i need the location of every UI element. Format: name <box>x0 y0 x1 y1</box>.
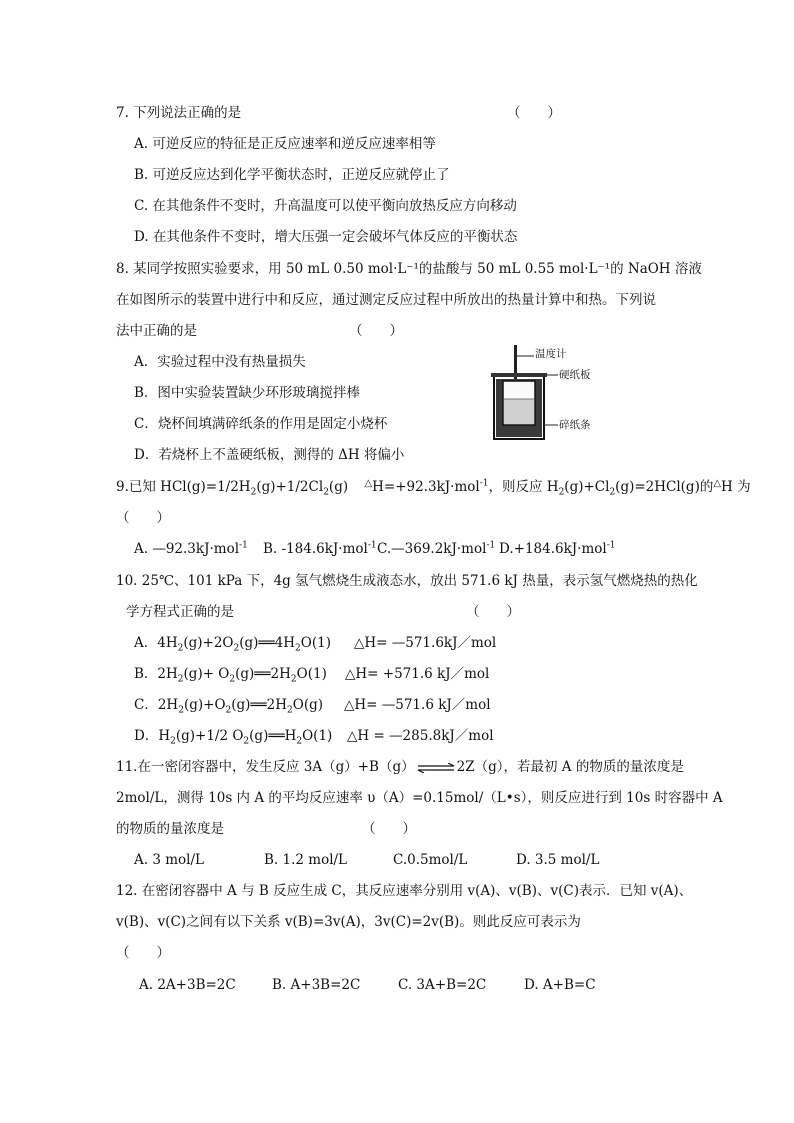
q12-option-a: A. 2A+3B=2C <box>139 977 236 993</box>
reversible-arrow-icon <box>417 763 455 773</box>
q11-option-c: C.0.5mol/L <box>393 852 468 868</box>
thermometer-label: 温度计 <box>535 348 567 360</box>
calorimeter-figure <box>488 343 608 443</box>
q12-option-c: C. 3A+B=2C <box>398 977 487 993</box>
q9-option-b: B. -184.6kJ·mol$^{-1}$ <box>263 540 377 557</box>
q8-stem-line3: 法中正确的是 <box>116 323 197 339</box>
q11-option-a: A. 3 mol/L <box>134 852 204 868</box>
q11-stem-line1: 11.在一密闭容器中，发生反应 3A（g）+B（g） 2Z（g），若最初 A 的物质的量浓度是 <box>116 759 684 775</box>
q12-stem-line2: v(B)、v(C)之间有以下关系 v(B)=3v(A)，3v(C)=2v(B)。则此反应可表示为 <box>116 914 581 930</box>
q8-answer-blank: （ ） <box>349 323 403 339</box>
q12-stem-line1: 12. 在密闭容器中 A 与 B 反应生成 C，其反应速率分别用 v(A)、v(B)、v(C)表示．已知 v(A)、 <box>116 883 693 899</box>
q7-stem: 7. 下列说法正确的是 <box>116 105 242 121</box>
q11-stem-line3: 的物质的量浓度是 <box>116 821 224 837</box>
q8-option-a: A．实验过程中没有热量损失 <box>134 354 306 370</box>
q8-option-b: B．图中实验装置缺少环形玻璃搅拌棒 <box>134 385 360 401</box>
q7-answer-blank: （ ） <box>507 105 561 121</box>
q8-option-c: C．烧杯间填满碎纸条的作用是固定小烧杯 <box>134 416 388 432</box>
q12-option-d: D. A+B=C <box>524 977 596 993</box>
q10-answer-blank: （ ） <box>466 604 520 620</box>
q10-option-b: B．$2H_2(g)+$ $O_2(g)══2H_2O(1)$ <box>134 666 327 685</box>
q10-option-d-dh: △H = —285.8kJ／mol <box>347 728 494 744</box>
q8-stem-line1: 8. 某同学按照实验要求，用 50 mL 0.50 mol·L⁻¹的盐酸与 50 mL 0.55 mol·L⁻¹的 NaOH 溶液 <box>116 261 702 277</box>
delta-symbol: △ <box>364 478 373 489</box>
q10-option-c: C．$2H_2(g)+O_2(g)══2H_2O(g)$ <box>134 697 324 716</box>
q10-option-a: A．$4H_2(g)+2O_2(g)══4H_2O(1)$ <box>134 635 331 654</box>
q8-option-d: D．若烧杯上不盖硬纸板，测得的 ΔH 将偏小 <box>134 447 405 463</box>
cardboard-label: 硬纸板 <box>559 369 591 381</box>
q10-option-d: D．$H_2(g)+1/2$ $O_2(g)══H_2O(1)$ <box>134 728 333 747</box>
q10-option-b-dh: △H= +571.6 kJ／mol <box>345 666 490 682</box>
q9-stem: 9.已知 $HCl(g)=1/2H_2(g)+1/2Cl_2(g)$ △H=+92.3kJ·mol$^{-1}$，则反应 $H_2(g)+Cl_2(g)=2HCl(g)$的△H 为 <box>116 478 751 498</box>
q9-option-c: C.—369.2kJ·mol$^{-1}$ <box>377 540 496 557</box>
q9-answer-blank: （ ） <box>116 510 170 526</box>
q12-answer-blank: （ ） <box>116 945 170 961</box>
q8-stem-line2: 在如图所示的装置中进行中和反应，通过测定反应过程中所放出的热量计算中和热。下列说 <box>116 292 656 308</box>
q10-option-c-dh: △H= —571.6 kJ／mol <box>344 697 491 713</box>
q12-option-b: B. A+3B=2C <box>272 977 361 993</box>
q7-option-b: B. 可逆反应达到化学平衡状态时，正逆反应就停止了 <box>134 167 450 183</box>
q7-option-a: A. 可逆反应的特征是正反应速率和逆反应速率相等 <box>134 136 436 152</box>
q11-option-d: D. 3.5 mol/L <box>516 852 600 868</box>
q10-stem-line1: 10. 25℃、101 kPa 下，4g 氢气燃烧生成液态水，放出 571.6 kJ 热量，表示氢气燃烧热的热化 <box>116 573 698 589</box>
q11-stem-line2: 2mol/L，测得 10s 内 A 的平均反应速率 υ（A）=0.15mol/（L•s），则反应进行到 10s 时容器中 A <box>116 790 723 806</box>
q10-option-a-dh: △H= —571.6kJ／mol <box>354 635 497 651</box>
q7-option-c: C. 在其他条件不变时，升高温度可以使平衡向放热反应方向移动 <box>134 198 517 214</box>
q11-answer-blank: （ ） <box>362 821 416 837</box>
q9-option-d: D.+184.6kJ·mol$^{-1}$ <box>499 540 616 557</box>
q11-option-b: B. 1.2 mol/L <box>264 852 348 868</box>
q9-option-a: A. —92.3kJ·mol$^{-1}$ <box>134 540 248 557</box>
q7-option-d: D. 在其他条件不变时，增大压强一定会破坏气体反应的平衡状态 <box>134 229 518 245</box>
q10-stem-line2: 学方程式正确的是 <box>126 604 234 620</box>
paper-label: 碎纸条 <box>559 419 591 431</box>
